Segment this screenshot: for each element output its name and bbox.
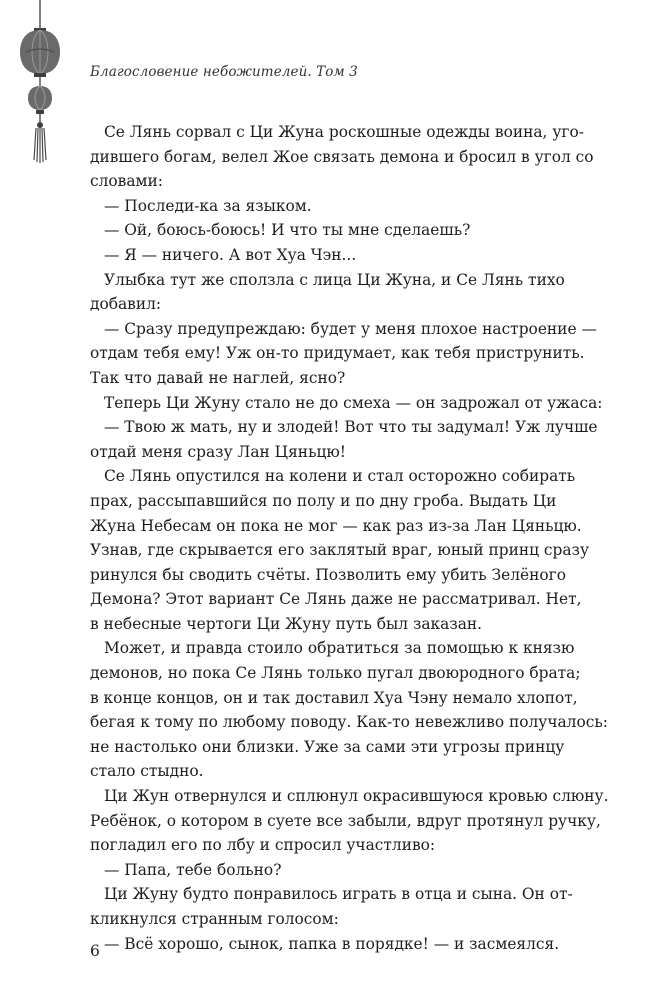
lantern-ornament-icon (16, 0, 64, 170)
body-text (90, 120, 609, 956)
text-line: Жуна Небесам он пока не мог — как раз из-за Лан Цяньцю. (90, 516, 582, 535)
text-line: — Последи-ка за языком. (104, 196, 312, 215)
text-line: Ци Жун отвернулся и сплюнул окрасившуюся кровью слюну. (104, 787, 609, 806)
text-line: ринулся бы сводить счёты. Позволить ему убить Зелёного (90, 565, 567, 584)
text-line: — Папа, тебе больно? (104, 860, 282, 879)
text-line: — Всё хорошо, сынок, папка в порядке! — и засмеялся. (104, 934, 560, 953)
text-line: — Я — ничего. А вот Хуа Чэн... (104, 245, 357, 264)
text-line: — Сразу предупреждаю: будет у меня плохое настроение — (104, 319, 597, 338)
text-line: Се Лянь опустился на колени и стал осторожно собирать (104, 467, 576, 486)
text-line: — Твою ж мать, ну и злодей! Вот что ты задумал! Уж лучше (104, 418, 598, 437)
text-line: добавил: (90, 295, 162, 314)
text-line: — Ой, боюсь-боюсь! И что ты мне сделаешь? (104, 221, 471, 240)
text-line: Се Лянь сорвал с Ци Жуна роскошные одежды воина, уго- (104, 123, 584, 141)
text-line: Улыбка тут же сползла с лица Ци Жуна, и Се Лянь тихо (104, 270, 565, 289)
text-line: в небесные чертоги Ци Жуну путь был заказан. (90, 614, 483, 633)
text-line: Теперь Ци Жуну стало не до смеха — он задрожал от ужаса: (104, 393, 603, 412)
text-line: прах, рассыпавшийся по полу и по дну гроба. Выдать Ци (90, 491, 557, 510)
text-line: Демона? Этот вариант Се Лянь даже не рассматривал. Нет, (90, 590, 582, 609)
text-line: бегая к тому по любому поводу. Как-то невежливо получалось: (90, 713, 608, 732)
text-line: кликнулся странным голосом: (90, 910, 339, 928)
text-line: в конце концов, он и так доставил Хуа Чэну немало хлопот, (90, 688, 578, 707)
text-line: Так что давай не наглей, ясно? (90, 368, 346, 387)
text-line: дившего богам, велел Жое связать демона и бросил в угол со (90, 147, 594, 166)
text-line: Может, и правда стоило обратиться за помощью к князю (104, 639, 575, 658)
text-line: демонов, но пока Се Лянь только пугал двоюродного брата; (90, 664, 581, 683)
text-line: отдам тебя ему! Уж он-то придумает, как тебя приструнить. (90, 344, 585, 363)
text-line: не настолько они близки. Уже за сами эти угрозы принцу (90, 737, 565, 756)
text-line: отдай меня сразу Лан Цяньцю! (90, 442, 346, 461)
text-line: Ци Жуну будто понравилось играть в отца и сына. Он от- (104, 885, 573, 904)
running-head-title: Благословение небожителей. Том 3 (90, 64, 358, 80)
text-line: словами: (90, 172, 163, 191)
page-number: 6 (90, 942, 100, 960)
text-line: стало стыдно. (90, 762, 204, 781)
text-line: Узнав, где скрывается его заклятый враг, юный принц сразу (90, 541, 589, 560)
text-line: Ребёнок, о котором в суете все забыли, вдруг протянул ручку, (90, 811, 601, 830)
text-line: погладил его по лбу и спросил участливо: (90, 836, 436, 855)
